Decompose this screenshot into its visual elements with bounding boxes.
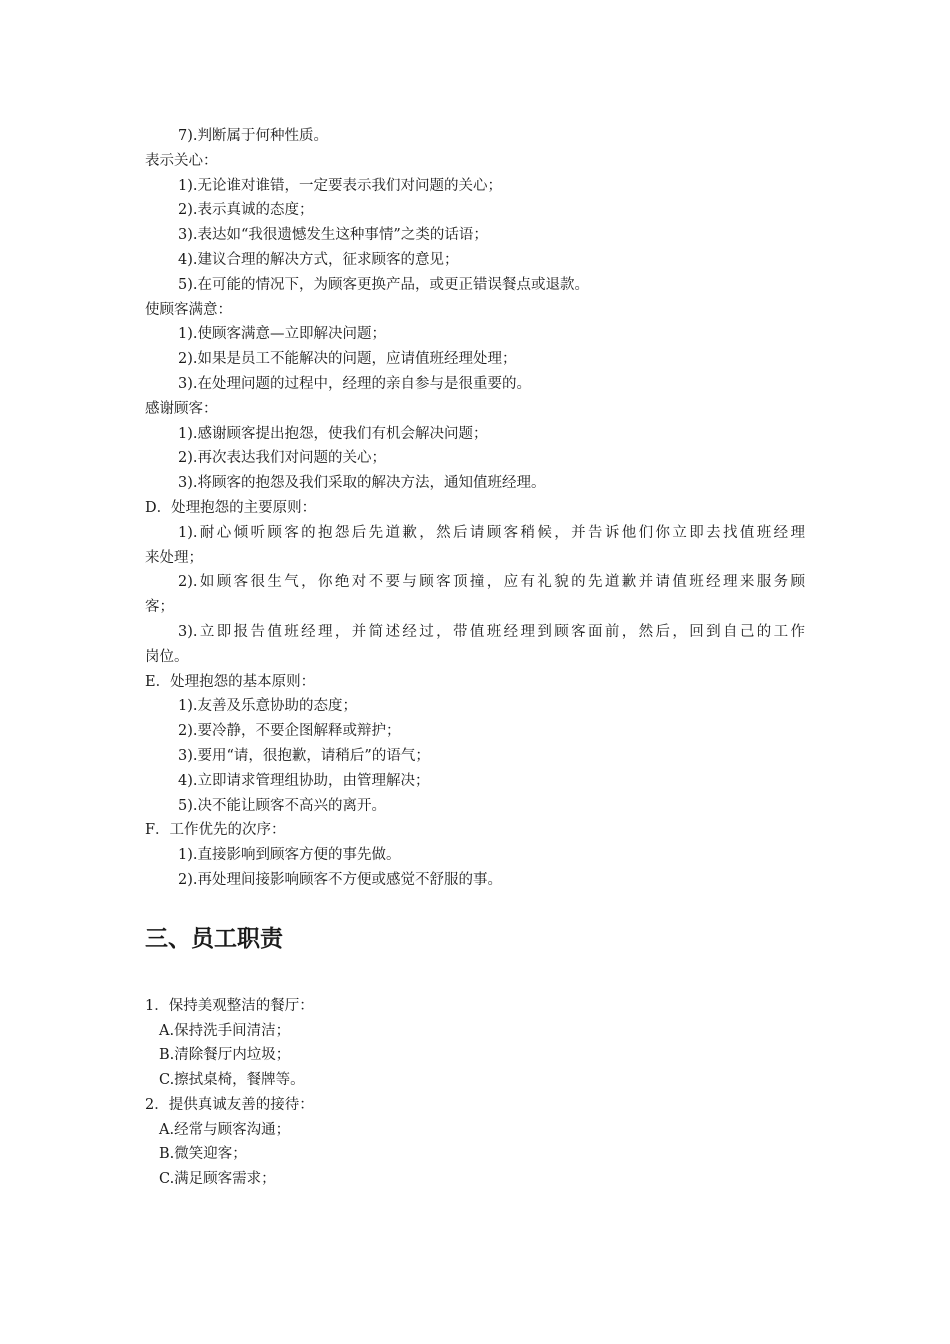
text-line: D．处理抱怨的主要原则： — [145, 499, 317, 516]
text-line: F．工作优先的次序： — [145, 822, 286, 839]
text-line: 2).如顾客很生气，你绝对不要与顾客顶撞，应有礼貌的先道歉并请值班经理来服务顾 — [178, 574, 805, 591]
complaint-handling-section — [145, 124, 805, 893]
text-line: 1).耐心倾听顾客的抱怨后先道歉，然后请顾客稍候，并告诉他们你立即去找值班经理 — [178, 524, 805, 541]
text-line: 2).再处理间接影响顾客不方便或感觉不舒服的事。 — [178, 871, 502, 888]
text-line: E．处理抱怨的基本原则： — [145, 673, 316, 690]
text-line: 1).无论谁对谁错，一定要表示我们对问题的关心； — [178, 177, 502, 194]
text-line: 5).在可能的情况下，为顾客更换产品，或更正错误餐点或退款。 — [178, 276, 589, 293]
text-line: 客； — [145, 599, 174, 616]
text-line: B.清除餐厅内垃圾； — [159, 1047, 291, 1064]
text-line: 1).感谢顾客提出抱怨，使我们有机会解决问题； — [178, 425, 488, 442]
text-line: 表示关心： — [145, 152, 218, 169]
text-line: 3).在处理问题的过程中，经理的亲自参与是很重要的。 — [178, 375, 531, 392]
text-line: 3).表达如“我很遗憾发生这种事情”之类的话语； — [178, 227, 488, 244]
text-line: 1．保持美观整洁的餐厅： — [145, 997, 314, 1014]
text-line: 3).立即报告值班经理，并简述经过，带值班经理到顾客面前，然后，回到自己的工作 — [178, 623, 805, 640]
text-line: B.微笑迎客； — [159, 1146, 247, 1163]
text-line: C.满足顾客需求； — [159, 1171, 276, 1188]
text-line: 使顾客满意： — [145, 301, 232, 318]
text-line: 感谢顾客： — [145, 400, 218, 417]
text-line: C.擦拭桌椅，餐牌等。 — [159, 1072, 305, 1089]
text-line: 岗位。 — [145, 648, 189, 665]
text-line: 5).决不能让顾客不高兴的离开。 — [178, 797, 386, 814]
document-body — [145, 124, 805, 1192]
text-line: 2).要冷静，不要企图解释或辩护； — [178, 723, 401, 740]
text-line: A.经常与顾客沟通； — [159, 1121, 291, 1138]
text-line: 2．提供真诚友善的接待： — [145, 1096, 314, 1113]
text-line: 3).要用“请，很抱歉，请稍后”的语气； — [178, 747, 430, 764]
text-line: 1).直接影响到顾客方便的事先做。 — [178, 847, 401, 864]
text-line: 2).如果是员工不能解决的问题，应请值班经理处理； — [178, 351, 517, 368]
text-line: A.保持洗手间清洁； — [159, 1022, 291, 1039]
text-line: 2).表示真诚的态度； — [178, 202, 314, 219]
text-line: 4).立即请求管理组协助，由管理解决； — [178, 772, 430, 789]
text-line: 3).将顾客的抱怨及我们采取的解决方法，通知值班经理。 — [178, 475, 546, 492]
text-line: 7).判断属于何种性质。 — [178, 128, 328, 144]
section-heading: 三、员工职责 — [145, 925, 283, 952]
text-line: 2).再次表达我们对问题的关心； — [178, 450, 386, 467]
text-line: 来处理； — [145, 549, 203, 566]
text-line: 1).友善及乐意协助的态度； — [178, 698, 357, 715]
staff-duties-section — [145, 994, 805, 1192]
text-line: 1).使顾客满意—立即解决问题； — [178, 326, 386, 343]
text-line: 4).建议合理的解决方式，征求顾客的意见； — [178, 251, 459, 268]
